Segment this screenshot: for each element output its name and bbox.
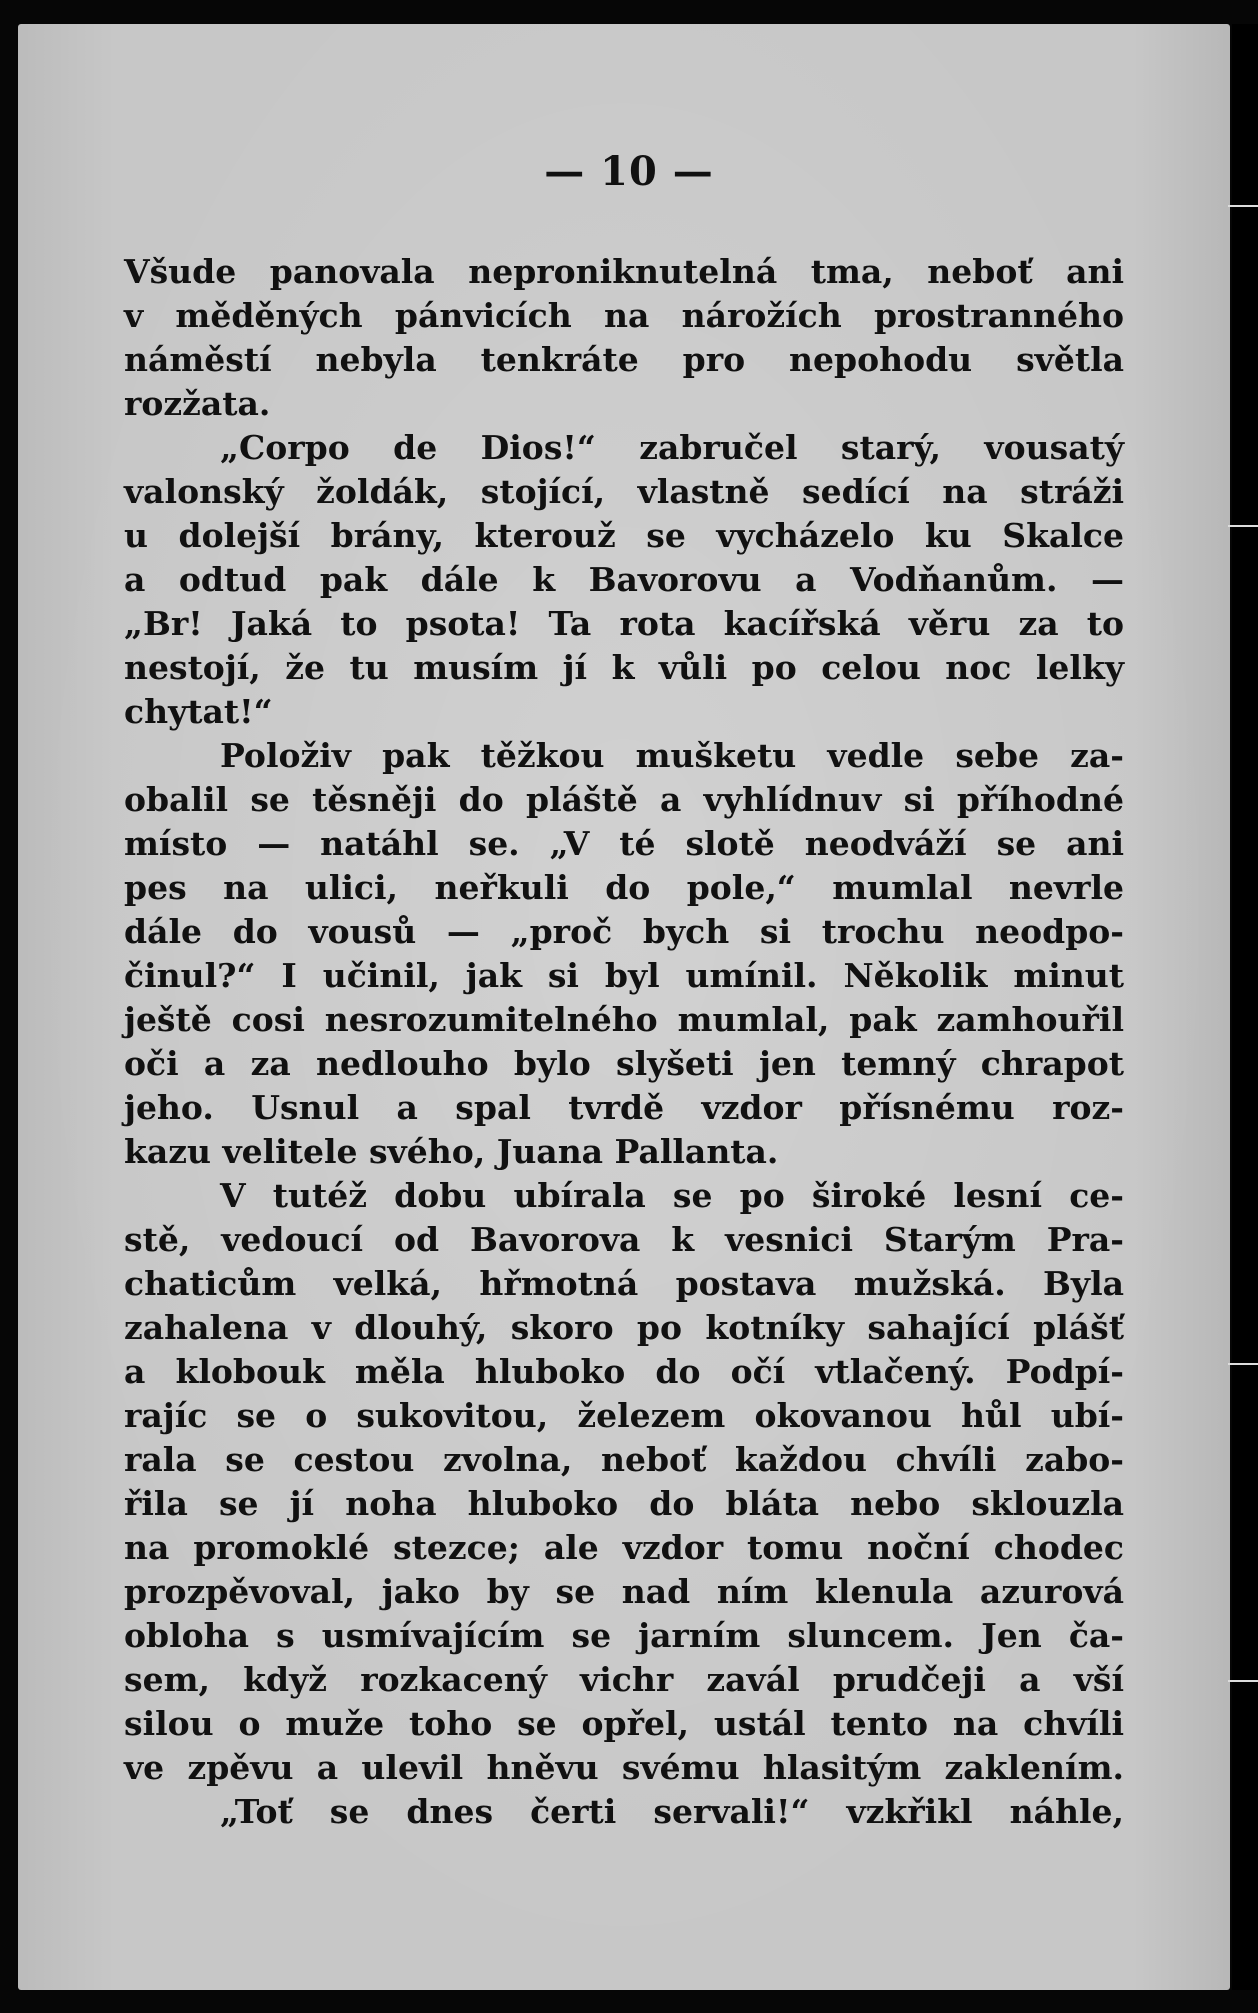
page-number: — 10 — xyxy=(544,148,714,195)
text-line: rajíc se o sukovitou, železem okovanou hůl ubí- xyxy=(124,1396,1124,1435)
edge-tick xyxy=(1228,205,1258,207)
text-line: silou o muže toho se opřel, ustál tento na chvíli xyxy=(124,1704,1124,1743)
text-line: pes na ulici, neřkuli do pole,“ mumlal nevrle xyxy=(124,868,1124,907)
text-line: „Toť se dnes čerti servali!“ vzkřikl náhle, xyxy=(220,1792,1124,1831)
text-line: náměstí nebyla tenkráte pro nepohodu světla xyxy=(124,340,1124,379)
text-line: ještě cosi nesrozumitelného mumlal, pak zamhouřil xyxy=(124,1000,1124,1039)
text-line: „Br! Jaká to psota! Ta rota kacířská věru za to xyxy=(124,604,1124,643)
edge-tick xyxy=(1228,525,1258,527)
text-line: chytat!“ xyxy=(124,692,273,731)
text-line: dále do vousů — „proč bych si trochu neodpo- xyxy=(124,912,1124,951)
body-text xyxy=(124,250,1124,1834)
text-line: v měděných pánvicích na nárožích prostranného xyxy=(124,296,1124,335)
edge-tick xyxy=(1228,1363,1258,1365)
text-line: řila se jí noha hluboko do bláta nebo sklouzla xyxy=(124,1484,1124,1523)
text-line: a klobouk měla hluboko do očí vtlačený. Podpí- xyxy=(124,1352,1124,1391)
page-edge-shadow xyxy=(1232,24,1258,1990)
text-line: V tutéž dobu ubírala se po široké lesní ce- xyxy=(220,1176,1124,1215)
text-line: obalil se těsněji do pláště a vyhlídnuv si příhodné xyxy=(124,780,1124,819)
text-line: u dolejší brány, kterouž se vycházelo ku Skalce xyxy=(124,516,1124,555)
text-line: nestojí, že tu musím jí k vůli po celou noc lelky xyxy=(124,648,1124,687)
text-line: sem, když rozkacený vichr zavál prudčeji a vší xyxy=(124,1660,1124,1699)
edge-tick xyxy=(1228,1680,1258,1682)
text-line: místo — natáhl se. „V té slotě neodváží se ani xyxy=(124,824,1124,863)
text-line: „Corpo de Dios!“ zabručel starý, vousatý xyxy=(220,428,1124,467)
text-line: oči a za nedlouho bylo slyšeti jen temný chrapot xyxy=(124,1044,1124,1083)
text-line: prozpěvoval, jako by se nad ním klenula azurová xyxy=(124,1572,1124,1611)
text-line: Všude panovala neproniknutelná tma, neboť ani xyxy=(124,252,1124,291)
text-line: Položiv pak těžkou mušketu vedle sebe za- xyxy=(220,736,1124,775)
text-line: chaticům velká, hřmotná postava mužská. Byla xyxy=(124,1264,1124,1303)
text-line: jeho. Usnul a spal tvrdě vzdor přísnému roz- xyxy=(124,1088,1124,1127)
text-line: obloha s usmívajícím se jarním sluncem. Jen ča- xyxy=(124,1616,1124,1655)
text-line: zahalena v dlouhý, skoro po kotníky sahající plášť xyxy=(124,1308,1124,1347)
text-line: ve zpěvu a ulevil hněvu svému hlasitým zaklením. xyxy=(124,1748,1124,1787)
text-line: kazu velitele svého, Juana Pallanta. xyxy=(124,1132,779,1171)
text-line: na promoklé stezce; ale vzdor tomu noční chodec xyxy=(124,1528,1124,1567)
text-line: činul?“ I učinil, jak si byl umínil. Několik minut xyxy=(124,956,1124,995)
text-line: valonský žoldák, stojící, vlastně sedící na stráži xyxy=(124,472,1124,511)
text-line: stě, vedoucí od Bavorova k vesnici Starým Pra- xyxy=(124,1220,1124,1259)
text-line: a odtud pak dále k Bavorovu a Vodňanům. — xyxy=(124,560,1124,599)
text-line: rozžata. xyxy=(124,384,271,423)
text-line: rala se cestou zvolna, neboť každou chvíli zabo- xyxy=(124,1440,1124,1479)
